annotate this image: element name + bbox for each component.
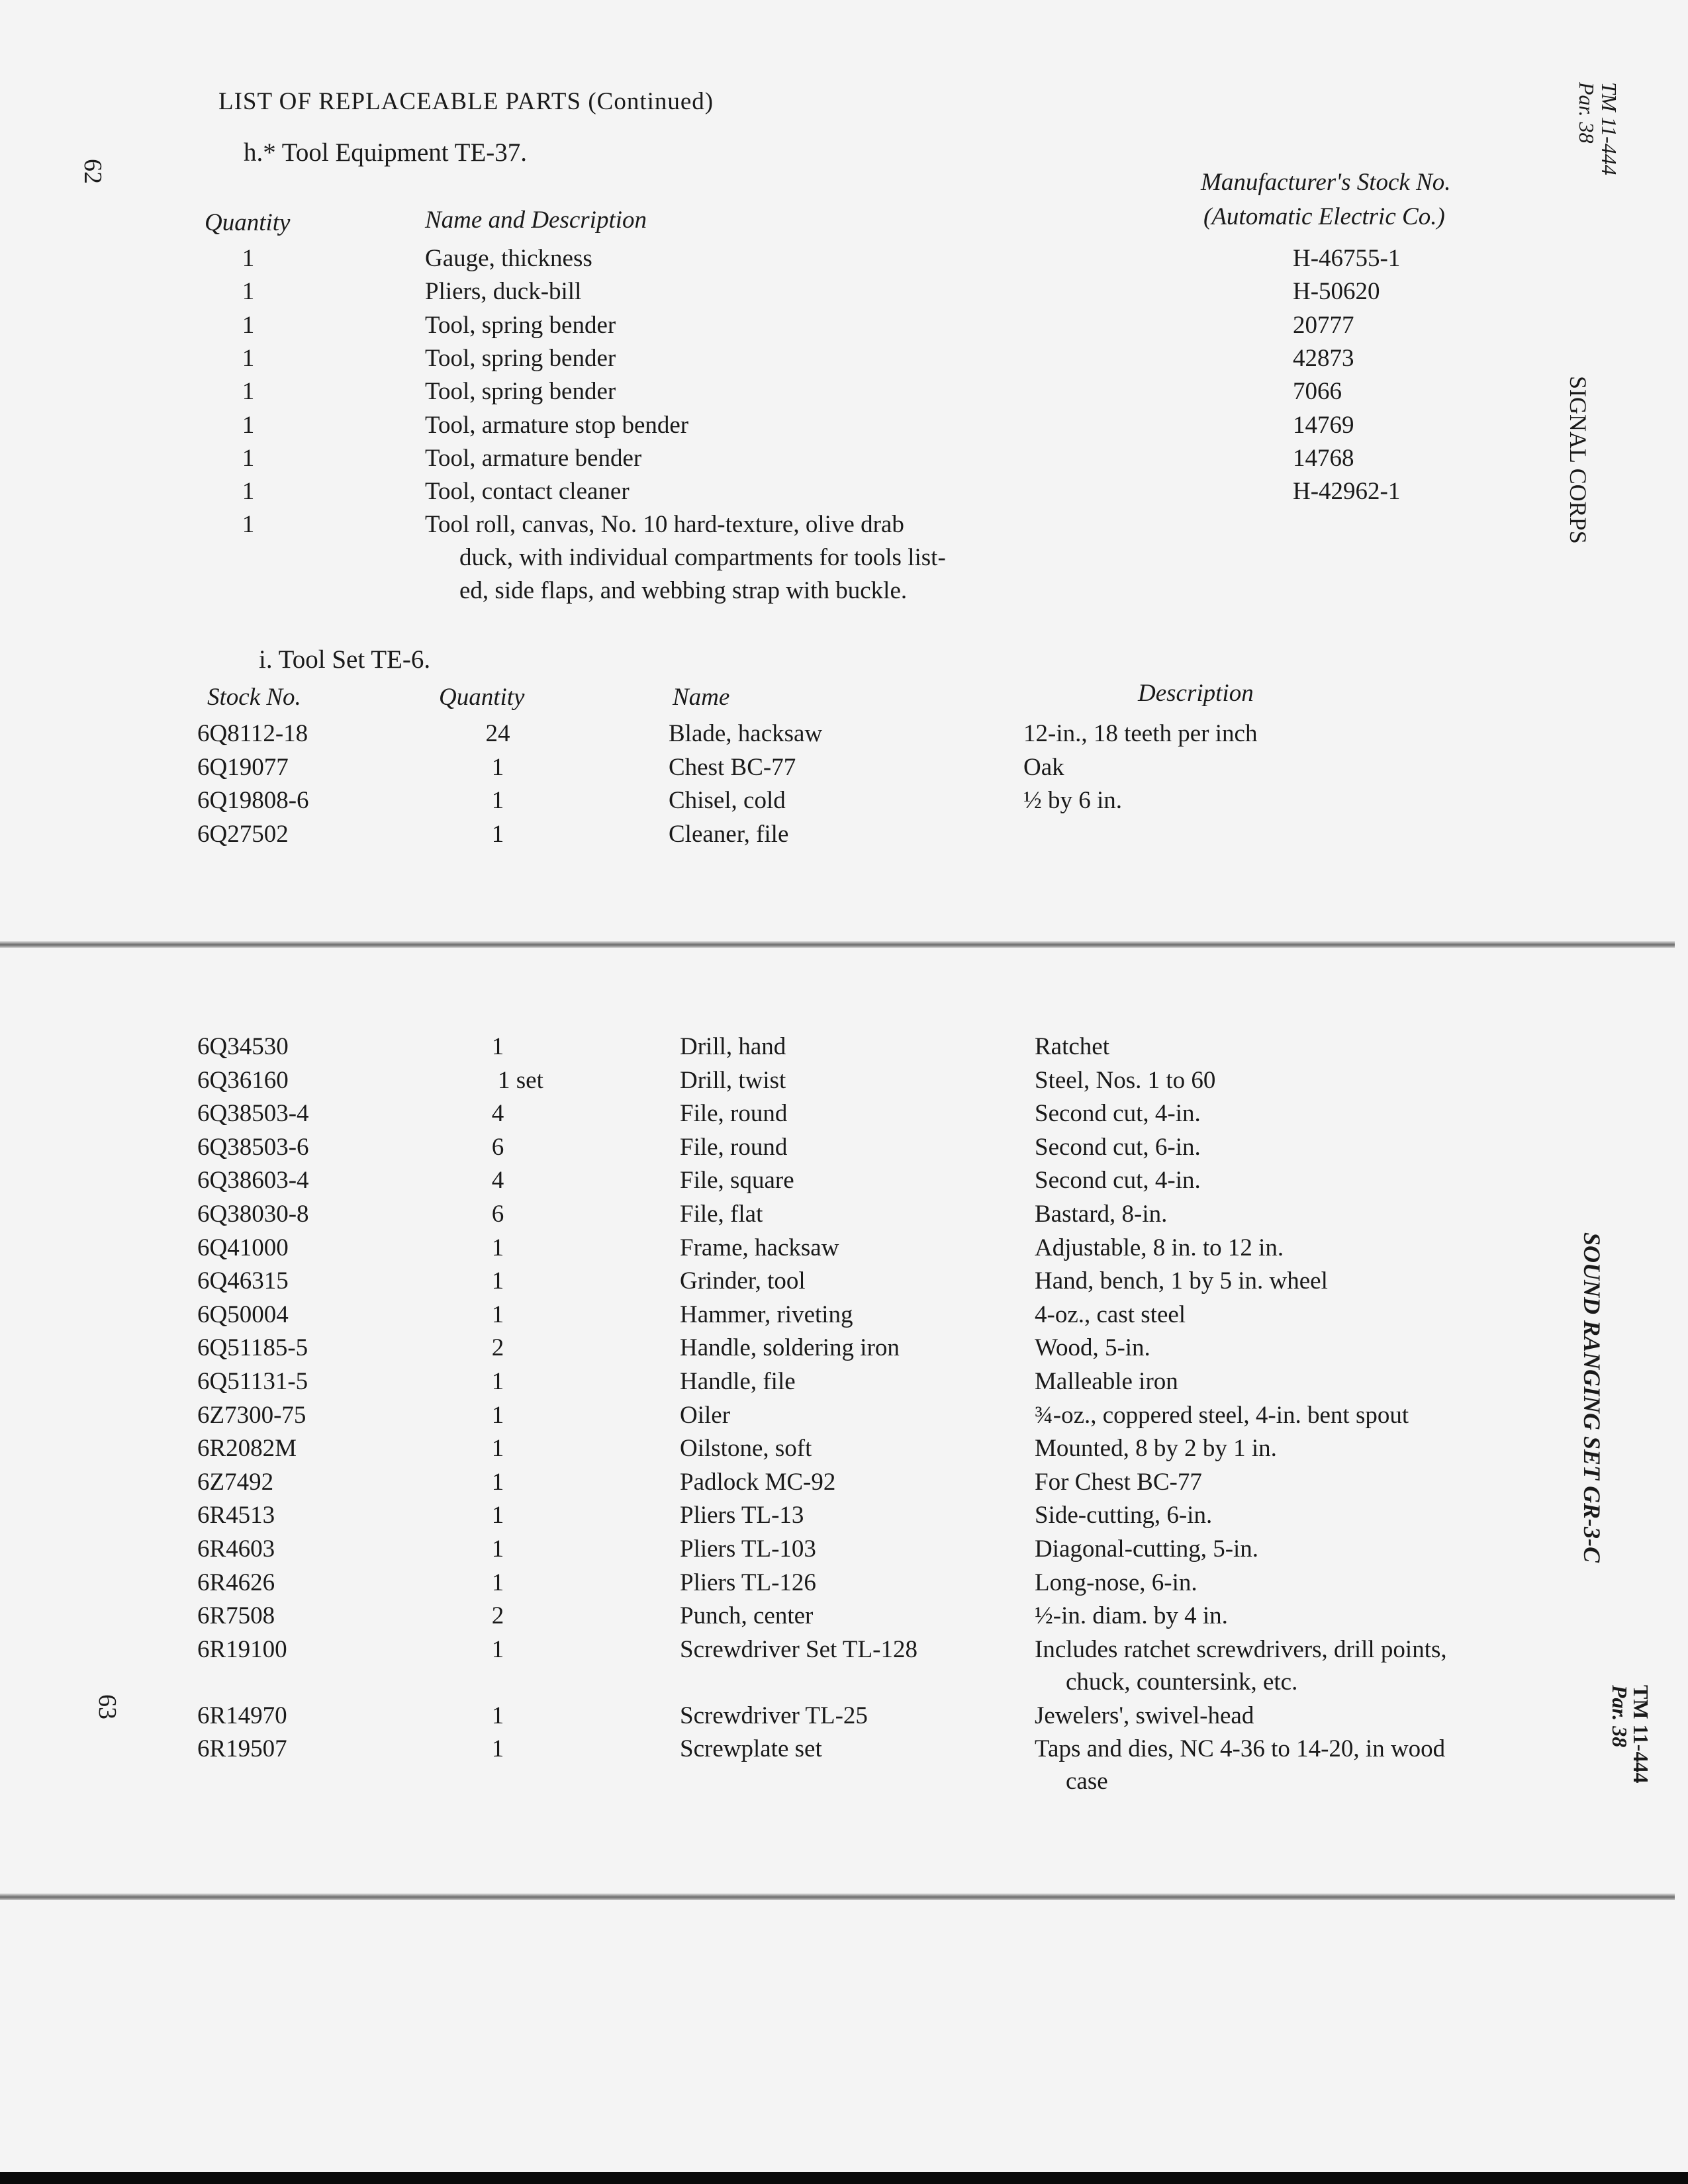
row-name: Chisel, cold	[669, 787, 786, 814]
row-stock-number: 6Q19808-6	[197, 787, 309, 814]
margin-sound-ranging-set: SOUND RANGING SET GR-3-C	[1579, 1232, 1605, 1563]
row-quantity: 4	[491, 1100, 504, 1128]
row-quantity: 1	[491, 1468, 504, 1496]
row-description: Second cut, 4-in.	[1035, 1167, 1201, 1195]
row-quantity: 4	[491, 1167, 504, 1195]
row-name: Tool, spring bender	[425, 378, 616, 406]
row-name: Tool, contact cleaner	[425, 478, 630, 506]
row-description: Jewelers', swivel-head	[1035, 1702, 1254, 1729]
row-name: File, square	[680, 1167, 794, 1195]
row-quantity: 1	[242, 378, 255, 406]
row-stock-number: 6R19507	[197, 1735, 287, 1763]
row-description: ¾-oz., coppered steel, 4-in. bent spout	[1035, 1401, 1409, 1429]
row-name: Oiler	[680, 1401, 731, 1429]
row-stock-number: 6Q38503-4	[197, 1100, 309, 1128]
row-name: File, flat	[680, 1201, 763, 1228]
row-name: Chest BC-77	[669, 753, 796, 781]
row-stock-number: 14769	[1293, 411, 1354, 439]
row-stock-number: 6Q51185-5	[197, 1334, 308, 1362]
row-stock-number: H-50620	[1293, 278, 1380, 306]
row-description: 12-in., 18 teeth per inch	[1023, 720, 1258, 747]
row-quantity: 1	[242, 245, 255, 272]
row-quantity: 1	[491, 1635, 504, 1663]
row-quantity: 1	[491, 1435, 504, 1463]
row-name: Hammer, riveting	[680, 1300, 853, 1328]
row-stock-number: 6Q38030-8	[197, 1201, 309, 1228]
page-divider	[0, 941, 1675, 948]
row-description: ½ by 6 in.	[1023, 787, 1123, 814]
row-description: ½-in. diam. by 4 in.	[1035, 1602, 1228, 1630]
row-quantity: 1	[491, 820, 504, 848]
col-header-stock: Stock No.	[207, 684, 301, 711]
row-stock-number: 6Q8112-18	[197, 720, 308, 747]
row-stock-number: 6Q27502	[197, 820, 289, 848]
row-name-continuation: duck, with individual compartments for tools list-	[459, 544, 946, 571]
margin-par-bottom: Par. 38	[1608, 1685, 1632, 1748]
row-quantity: 1	[491, 1502, 504, 1529]
row-quantity: 1	[491, 1702, 504, 1729]
row-quantity: 1	[491, 1569, 504, 1596]
page-number-bottom: 63	[93, 1694, 121, 1719]
row-quantity: 1	[491, 1401, 504, 1429]
row-quantity: 1	[242, 278, 255, 306]
row-stock-number: 6R4513	[197, 1502, 275, 1529]
page-divider-bottom	[0, 1893, 1675, 1900]
row-description: Hand, bench, 1 by 5 in. wheel	[1035, 1267, 1328, 1295]
row-name: Gauge, thickness	[425, 245, 592, 272]
row-quantity: 1	[491, 1234, 504, 1261]
row-stock-number: 7066	[1293, 378, 1342, 406]
row-description: Includes ratchet screwdrivers, drill points,	[1035, 1635, 1447, 1663]
row-description: Steel, Nos. 1 to 60	[1035, 1066, 1216, 1094]
col-header-name: Name and Description	[425, 206, 647, 234]
row-quantity: 24	[485, 720, 510, 747]
row-stock-number: 6R4626	[197, 1569, 275, 1596]
row-name: Screwdriver Set TL-128	[680, 1635, 917, 1663]
row-name: Cleaner, file	[669, 820, 789, 848]
row-stock-number: 6Q38603-4	[197, 1167, 309, 1195]
row-name: File, round	[680, 1133, 788, 1161]
row-quantity: 1	[491, 1535, 504, 1563]
row-name-continuation: ed, side flaps, and webbing strap with buckle.	[459, 577, 908, 605]
row-description: Ratchet	[1035, 1033, 1110, 1060]
row-name: Pliers TL-126	[680, 1569, 816, 1596]
row-stock-number: 42873	[1293, 344, 1354, 372]
page-title: LIST OF REPLACEABLE PARTS (Continued)	[218, 88, 714, 115]
row-stock-number: 6Z7300-75	[197, 1401, 306, 1429]
row-name: Tool, armature bender	[425, 444, 642, 472]
col-header-name-i: Name	[673, 684, 730, 711]
margin-tm-top: TM 11-444	[1597, 82, 1621, 175]
row-quantity: 6	[491, 1201, 504, 1228]
margin-par-top: Par. 38	[1575, 82, 1599, 144]
row-description: Mounted, 8 by 2 by 1 in.	[1035, 1435, 1277, 1463]
row-name: Tool, armature stop bender	[425, 411, 689, 439]
row-stock-number: H-42962-1	[1293, 478, 1401, 506]
row-name: File, round	[680, 1100, 788, 1128]
row-stock-number: 6Q34530	[197, 1033, 289, 1060]
row-name: Tool, spring bender	[425, 344, 616, 372]
row-name: Blade, hacksaw	[669, 720, 823, 747]
row-stock-number: 14768	[1293, 444, 1354, 472]
row-description: Diagonal-cutting, 5-in.	[1035, 1535, 1259, 1563]
row-description: Oak	[1023, 753, 1064, 781]
row-description: Bastard, 8-in.	[1035, 1201, 1168, 1228]
row-description: Side-cutting, 6-in.	[1035, 1502, 1213, 1529]
row-quantity: 1 set	[498, 1066, 543, 1094]
row-description: Malleable iron	[1035, 1368, 1178, 1395]
row-description: For Chest BC-77	[1035, 1468, 1202, 1496]
row-description: Long-nose, 6-in.	[1035, 1569, 1197, 1596]
row-description: Second cut, 6-in.	[1035, 1133, 1201, 1161]
row-name: Tool, spring bender	[425, 311, 616, 339]
row-quantity: 1	[242, 311, 255, 339]
row-quantity: 1	[491, 1368, 504, 1395]
row-name: Punch, center	[680, 1602, 814, 1630]
row-quantity: 1	[491, 753, 504, 781]
row-quantity: 6	[491, 1133, 504, 1161]
row-name: Pliers TL-13	[680, 1502, 804, 1529]
row-name: Handle, soldering iron	[680, 1334, 900, 1362]
row-name: Tool roll, canvas, No. 10 hard-texture, olive drab	[425, 511, 904, 539]
row-name: Handle, file	[680, 1368, 796, 1395]
row-quantity: 1	[242, 444, 255, 472]
row-stock-number: 6Q41000	[197, 1234, 289, 1261]
row-name: Pliers TL-103	[680, 1535, 816, 1563]
row-stock-number: 6Z7492	[197, 1468, 274, 1496]
row-stock-number: 6R14970	[197, 1702, 287, 1729]
row-description: Adjustable, 8 in. to 12 in.	[1035, 1234, 1284, 1261]
row-stock-number: 6R2082M	[197, 1435, 297, 1463]
row-stock-number: 6Q50004	[197, 1300, 289, 1328]
row-stock-number: H-46755-1	[1293, 245, 1401, 272]
row-stock-number: 20777	[1293, 311, 1354, 339]
col-header-mfr-stock: Manufacturer's Stock No.	[1201, 169, 1451, 196]
margin-signal-corps: SIGNAL CORPS	[1565, 376, 1591, 544]
row-stock-number: 6R7508	[197, 1602, 275, 1630]
row-stock-number: 6Q51131-5	[197, 1368, 308, 1395]
row-stock-number: 6Q38503-6	[197, 1133, 309, 1161]
row-quantity: 1	[491, 787, 504, 814]
row-stock-number: 6Q19077	[197, 753, 289, 781]
row-name: Drill, hand	[680, 1033, 786, 1060]
row-quantity: 1	[242, 478, 255, 506]
page-number-top: 62	[79, 159, 107, 184]
row-name: Frame, hacksaw	[680, 1234, 839, 1261]
col-header-quantity: Quantity	[205, 209, 291, 236]
section-h-title: h.* Tool Equipment TE-37.	[244, 138, 528, 167]
row-quantity: 1	[491, 1267, 504, 1295]
row-name: Screwplate set	[680, 1735, 822, 1763]
row-stock-number: 6Q36160	[197, 1066, 289, 1094]
row-name: Padlock MC-92	[680, 1468, 836, 1496]
row-name: Grinder, tool	[680, 1267, 806, 1295]
row-name: Drill, twist	[680, 1066, 786, 1094]
row-description-continuation: case	[1066, 1768, 1108, 1796]
row-name: Pliers, duck-bill	[425, 278, 582, 306]
row-description: Wood, 5-in.	[1035, 1334, 1150, 1362]
scan-edge	[0, 2172, 1688, 2184]
row-stock-number: 6R4603	[197, 1535, 275, 1563]
row-name: Oilstone, soft	[680, 1435, 812, 1463]
row-quantity: 1	[242, 511, 255, 539]
row-name: Screwdriver TL-25	[680, 1702, 868, 1729]
row-description: Second cut, 4-in.	[1035, 1100, 1201, 1128]
row-quantity: 1	[491, 1033, 504, 1060]
row-quantity: 2	[491, 1602, 504, 1630]
row-quantity: 1	[242, 344, 255, 372]
row-quantity: 1	[491, 1735, 504, 1763]
row-description: Taps and dies, NC 4-36 to 14-20, in wood	[1035, 1735, 1446, 1763]
row-description-continuation: chuck, countersink, etc.	[1066, 1668, 1298, 1696]
margin-tm-bottom: TM 11-444	[1629, 1685, 1653, 1784]
row-stock-number: 6R19100	[197, 1635, 287, 1663]
col-header-description: Description	[1138, 680, 1254, 707]
col-header-mfr-company: (Automatic Electric Co.)	[1203, 203, 1445, 230]
col-header-quantity-i: Quantity	[439, 684, 525, 711]
row-quantity: 2	[491, 1334, 504, 1362]
row-stock-number: 6Q46315	[197, 1267, 289, 1295]
row-quantity: 1	[242, 411, 255, 439]
row-description: 4-oz., cast steel	[1035, 1300, 1186, 1328]
row-quantity: 1	[491, 1300, 504, 1328]
section-i-title: i. Tool Set TE-6.	[259, 645, 431, 674]
